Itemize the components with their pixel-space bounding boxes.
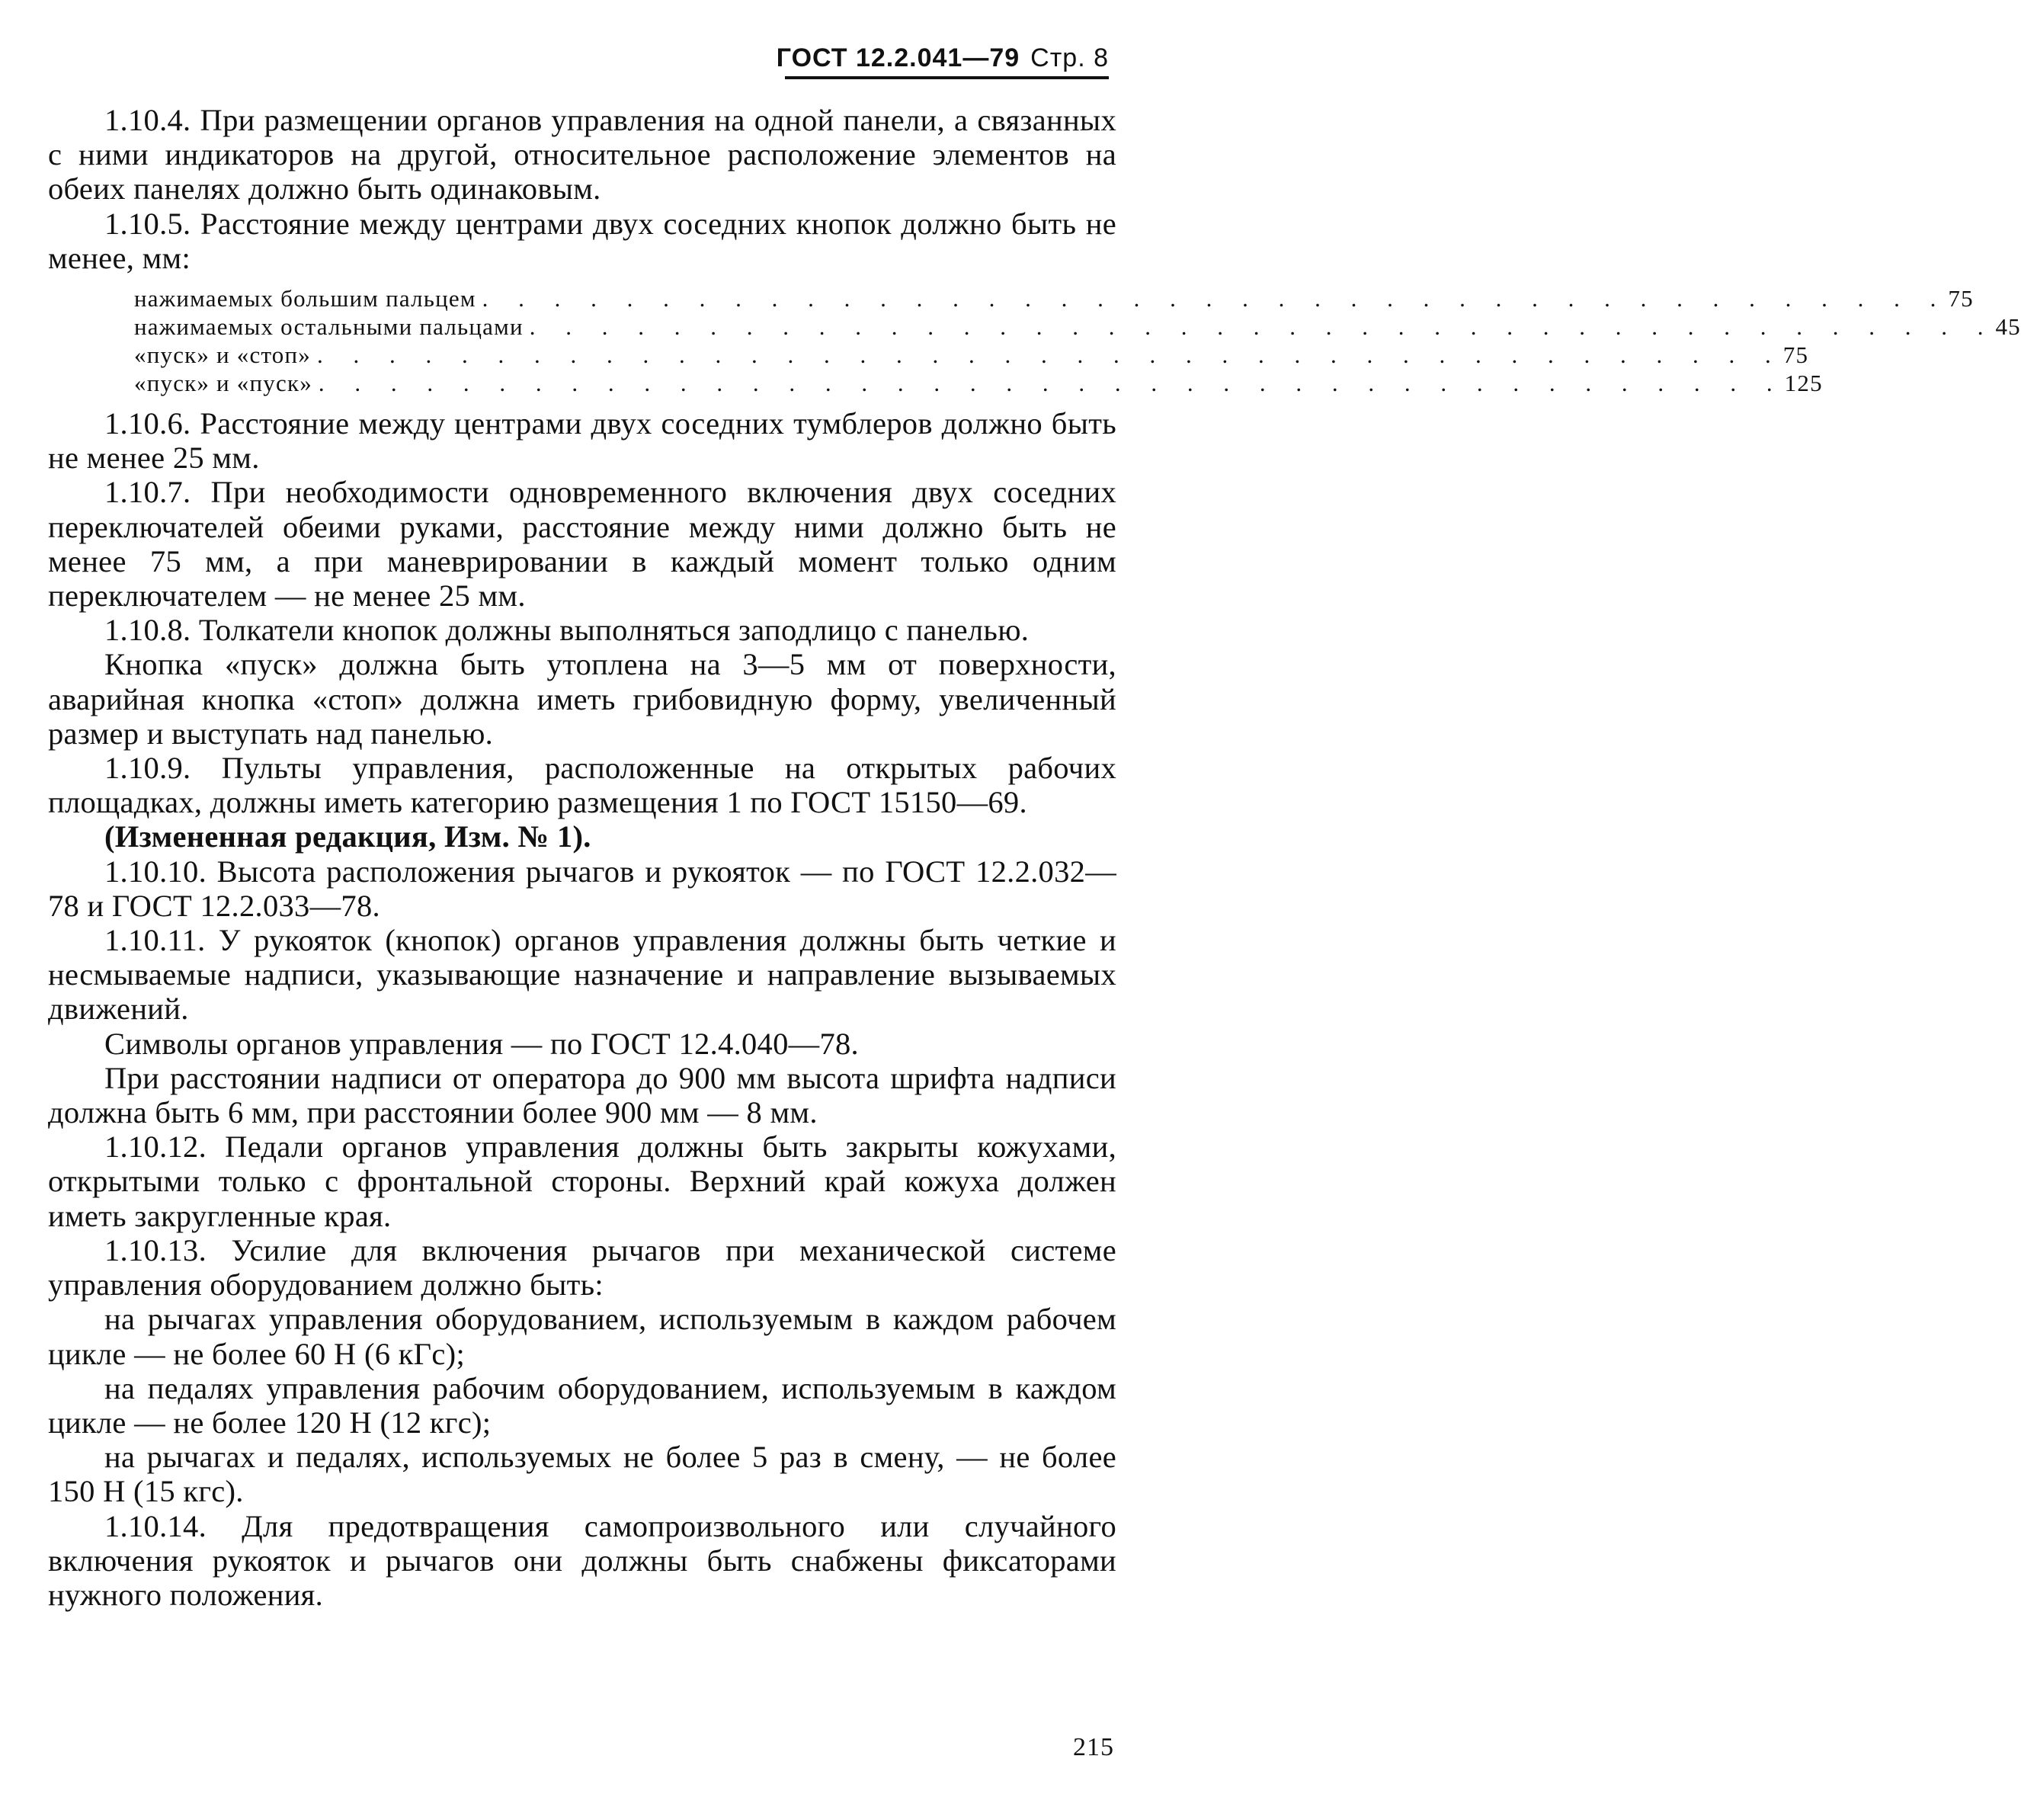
row-value: 75 [1782, 341, 1809, 369]
table-row [134, 341, 1809, 369]
row-value: 45 [1995, 313, 2021, 341]
table-row [134, 284, 1974, 312]
leader-dots: . . . . . . . . . . . . . . . . . . . . . . . . . . . . . . . . . . . . . . . . . [529, 313, 1996, 341]
row-label: нажимаемых большим пальцем [134, 285, 476, 312]
row-value: 75 [1948, 285, 1974, 312]
paragraph-1-10-6: 1.10.6. Расстояние между центрами двух соседних тумблеров должно быть не менее 25 мм. [48, 406, 1116, 476]
paragraph-1-10-12: 1.10.12. Педали органов управления должны быть закрыты кожухами, открытыми только с фронтальной стороны. Верхний край кожуха должен иметь закругленные края. [48, 1129, 1116, 1233]
page-header [776, 40, 1109, 79]
paragraph-1-10-13: 1.10.13. Усилие для включения рычагов при механической системе управления оборудованием должно быть: [48, 1232, 1116, 1303]
paragraph-font-height: При расстоянии надписи от оператора до 900 мм высота шрифта надписи должна быть 6 мм, при расстоянии более 900 мм — 8 мм. [48, 1060, 1116, 1130]
paragraph-symbols: Символы органов управления — по ГОСТ 12.4.040—78. [104, 1026, 859, 1061]
paragraph-1-10-7: 1.10.7. При необходимости одновременного включения двух соседних переключателей обеими руками, расстояние между ними должно быть не менее 75 мм, а при маневрировании в каждый момент только одним переключателем — не менее 25 мм. [48, 475, 1116, 614]
paragraph-pedals-force: на педалях управления рабочим оборудованием, используемым в каждом цикле — не более 120 Н (12 кгс); [48, 1370, 1116, 1440]
paragraph-rare-use-force: на рычагах и педалях, используемых не более 5 раз в смену, — не более 150 Н (15 кгс). [48, 1440, 1116, 1509]
leader-dots: . . . . . . . . . . . . . . . . . . . . . . . . . . . . . . . . . . . . . . . . . [318, 370, 1785, 397]
document-id: ГОСТ 12.2.041—79 [776, 43, 1020, 72]
paragraph-start-button: Кнопка «пуск» должна быть утоплена на 3—5 мм от поверхности, аварийная кнопка «стоп» должна иметь грибовидную форму, увеличенный размер и выступать над панелью. [48, 647, 1116, 751]
table-row [134, 369, 1823, 397]
paragraph-1-10-4: 1.10.4. При размещении органов управления на одной панели, а связанных с ними индикаторов на другой, относительное расположение элементов на обеих панелях должно быть одинаковым. [48, 103, 1116, 207]
paragraph-1-10-14: 1.10.14. Для предотвращения самопроизвольного или случайного включения рукояток и рычагов они должны быть снабжены фиксаторами нужного положения. [48, 1508, 1116, 1612]
paragraph-1-10-9: 1.10.9. Пульты управления, расположенные на открытых рабочих площадках, должны иметь категорию размещения 1 по ГОСТ 15150—69. [48, 751, 1116, 820]
paragraph-1-10-8: 1.10.8. Толкатели кнопок должны выполняться заподлицо с панелью. [104, 613, 1030, 648]
row-value: 125 [1784, 370, 1823, 397]
row-label: «пуск» и «стоп» [134, 341, 311, 369]
paragraph-1-10-5: 1.10.5. Расстояние между центрами двух соседних кнопок должно быть не менее, мм: [48, 206, 1116, 275]
row-label: «пуск» и «пуск» [134, 370, 312, 397]
leader-dots: . . . . . . . . . . . . . . . . . . . . . . . . . . . . . . . . . . . . . . . . . [317, 341, 1783, 369]
amendment-note: (Измененная редакция, Изм. № 1). [104, 819, 591, 854]
paragraph-1-10-10: 1.10.10. Высота расположения рычагов и рукояток — по ГОСТ 12.2.032—78 и ГОСТ 12.2.033—78. [48, 854, 1116, 923]
leader-dots: . . . . . . . . . . . . . . . . . . . . . . . . . . . . . . . . . . . . . . . . . [482, 285, 1949, 312]
body-text [48, 103, 2021, 1612]
paragraph-levers-force: на рычагах управления оборудованием, используемым в каждом рабочем цикле — не более 60 Н (6 кГс); [48, 1302, 1116, 1371]
distance-table [134, 284, 2021, 397]
table-row [134, 312, 2021, 341]
page-label: Стр. 8 [1030, 43, 1109, 72]
page-number: 215 [1073, 1733, 1114, 1761]
row-label: нажимаемых остальными пальцами [134, 313, 524, 341]
paragraph-1-10-11: 1.10.11. У рукояток (кнопок) органов управления должны быть четкие и несмываемые надписи, указывающие назначение и направление вызываемых движений. [48, 923, 1116, 1027]
